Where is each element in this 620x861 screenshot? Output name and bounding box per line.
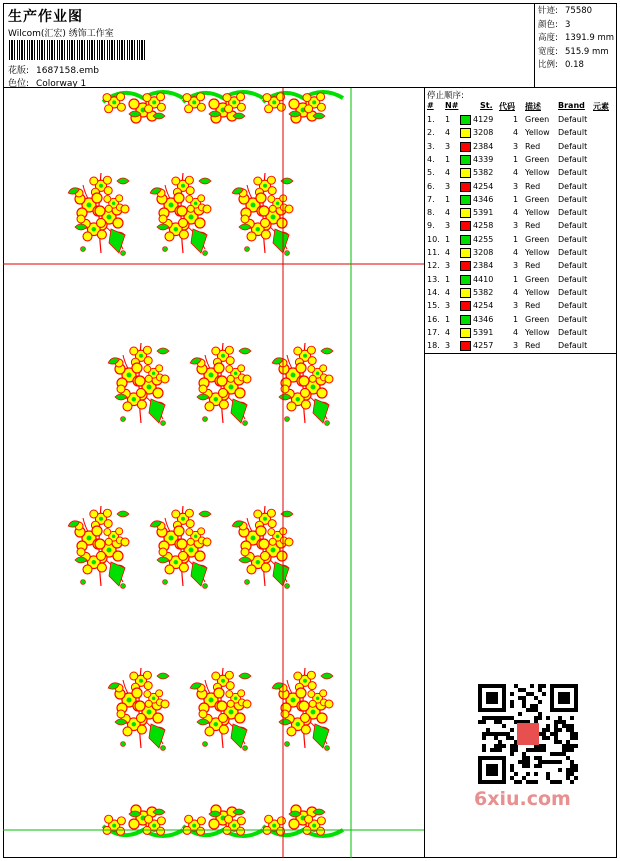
sequence-st: 4 [513, 327, 519, 337]
sequence-header [425, 101, 615, 113]
thread-color-swatch [460, 275, 471, 285]
sequence-code: 4254 [473, 181, 494, 191]
sequence-idx: 4. [427, 154, 435, 164]
sequence-row [425, 234, 615, 247]
thread-color-swatch [460, 115, 471, 125]
sequence-n: 4 [445, 287, 451, 297]
sequence-brand: Default [558, 327, 588, 337]
sequence-idx: 14. [427, 287, 440, 297]
sequence-n: 3 [445, 261, 451, 271]
sequence-code: 3208 [473, 128, 494, 138]
sequence-desc: Yellow [525, 208, 550, 218]
sequence-row [425, 287, 615, 300]
sequence-code: 4346 [473, 314, 494, 324]
thread-color-swatch [460, 261, 471, 271]
sequence-brand: Default [558, 115, 588, 124]
sequence-code: 4339 [473, 154, 494, 164]
sequence-code: 5382 [473, 168, 494, 178]
sequence-idx: 7. [427, 194, 435, 204]
thread-color-swatch [460, 128, 471, 138]
width-value: 515.9 mm [565, 46, 609, 57]
sequence-code: 4346 [473, 194, 494, 204]
design-value: 1687158.emb [36, 66, 99, 76]
company-name: Wilcom(汇宏) 绣饰工作室 [8, 29, 114, 39]
sequence-row [425, 247, 615, 260]
sequence-n: 1 [445, 154, 451, 164]
sequence-row [425, 127, 615, 140]
embroidery-preview [3, 88, 425, 858]
sequence-idx: 5. [427, 168, 435, 178]
sequence-idx: 10. [427, 234, 440, 244]
sequence-st: 4 [513, 208, 519, 218]
barcode [9, 40, 145, 60]
sequence-idx: 15. [427, 301, 440, 311]
scale-value: 0.18 [565, 60, 584, 70]
sequence-n: 1 [445, 314, 451, 324]
sequence-desc: Green [525, 234, 550, 244]
sequence-desc: Yellow [525, 168, 550, 178]
seal-stamp [517, 723, 539, 745]
sequence-row [425, 167, 615, 180]
sequence-desc: Yellow [525, 128, 550, 138]
sequence-desc: Red [525, 181, 541, 191]
sequence-n: 3 [445, 341, 451, 351]
sequence-desc: Green [525, 274, 550, 284]
scale-row: 比例: 0.18 [538, 60, 584, 70]
sequence-row [425, 220, 615, 233]
sequence-row [425, 274, 615, 287]
sequence-n: 1 [445, 194, 451, 204]
colorway-value: Colorway 1 [36, 79, 87, 89]
thread-color-swatch [460, 182, 471, 192]
sequence-n: 1 [445, 115, 451, 124]
sequence-idx: 12. [427, 261, 440, 271]
height-value: 1391.9 mm [565, 33, 615, 43]
sequence-brand: Default [558, 261, 588, 271]
sequence-idx: 9. [427, 221, 435, 231]
sequence-desc: Green [525, 194, 550, 204]
sequence-brand: Default [558, 221, 588, 231]
sequence-brand: Default [558, 128, 588, 138]
sequence-desc: Red [525, 141, 541, 151]
sequence-brand: Default [558, 274, 588, 284]
sequence-desc: Green [525, 115, 550, 124]
sequence-st: 1 [513, 274, 519, 284]
top-border-motif [103, 92, 343, 123]
page-title: 生产作业图 [8, 9, 83, 25]
sequence-idx: 18. [427, 341, 440, 351]
sequence-desc: Red [525, 221, 541, 231]
sequence-code: 4257 [473, 341, 494, 351]
sequence-desc: Green [525, 314, 550, 324]
header-panel [3, 3, 535, 88]
flower-motifs [67, 173, 333, 751]
stop-sequence-title: 停止顺序: [427, 91, 464, 101]
stitches-row: 针迹: 75580 [538, 6, 593, 16]
col-description: 描述 [525, 102, 541, 111]
sequence-code: 4410 [473, 274, 494, 284]
sequence-n: 3 [445, 301, 451, 311]
sequence-st: 4 [513, 128, 519, 138]
sequence-code: 5391 [473, 327, 494, 337]
sequence-st: 4 [513, 248, 519, 257]
thread-color-swatch [460, 288, 471, 298]
sequence-desc: Yellow [525, 287, 550, 297]
sequence-code: 4254 [473, 301, 494, 311]
sequence-brand: Default [558, 301, 588, 311]
sequence-idx: 6. [427, 181, 435, 191]
sequence-row [425, 207, 615, 220]
colors-value: 3 [565, 19, 571, 30]
sequence-brand: Default [558, 287, 588, 297]
thread-color-swatch [460, 155, 471, 165]
sequence-desc: Red [525, 261, 541, 271]
sequence-row [425, 141, 615, 154]
watermark-text: 6xiu.com [474, 788, 571, 810]
design-label: 花版: [8, 66, 30, 76]
sequence-brand: Default [558, 168, 588, 178]
sequence-desc: Red [525, 341, 541, 351]
sequence-brand: Default [558, 341, 588, 351]
sequence-idx: 3. [427, 141, 435, 151]
sequence-row [425, 114, 615, 127]
height-row: 高度: 1391.9 mm [538, 33, 615, 43]
thread-color-swatch [460, 221, 471, 231]
sequence-st: 3 [513, 341, 519, 351]
sequence-n: 4 [445, 168, 451, 178]
sequence-code: 2384 [473, 141, 494, 151]
thread-color-swatch [460, 248, 471, 258]
col-code: 代码 [499, 102, 515, 111]
col-element: 元素 [593, 102, 609, 111]
stitches-value: 75580 [565, 6, 593, 16]
design-file-row [8, 63, 99, 76]
col-needle: N# [445, 101, 459, 110]
sequence-st: 3 [513, 261, 519, 271]
sequence-code: 4129 [473, 115, 494, 124]
sequence-brand: Default [558, 234, 588, 244]
sequence-idx: 1. [427, 115, 435, 124]
bottom-border-motif [103, 805, 343, 836]
sequence-st: 3 [513, 181, 519, 191]
thread-color-swatch [460, 315, 471, 325]
sequence-row [425, 340, 615, 353]
thread-color-swatch [460, 195, 471, 205]
sequence-row [425, 181, 615, 194]
sequence-row [425, 154, 615, 167]
sequence-row [425, 300, 615, 313]
width-row: 宽度: 515.9 mm [538, 46, 609, 57]
sequence-n: 4 [445, 327, 451, 337]
col-stops: St. [480, 101, 493, 110]
sequence-st: 1 [513, 234, 519, 244]
sequence-n: 3 [445, 221, 451, 231]
sequence-st: 1 [513, 115, 519, 124]
thread-color-swatch [460, 142, 471, 152]
sequence-brand: Default [558, 248, 588, 257]
sequence-n: 3 [445, 181, 451, 191]
embroidery-drawing [3, 88, 425, 858]
sequence-brand: Default [558, 141, 588, 151]
thread-color-swatch [460, 235, 471, 245]
sequence-n: 3 [445, 141, 451, 151]
sequence-desc: Red [525, 301, 541, 311]
sequence-st: 3 [513, 141, 519, 151]
sequence-st: 4 [513, 168, 519, 178]
sequence-n: 4 [445, 208, 451, 218]
sequence-code: 2384 [473, 261, 494, 271]
sequence-code: 5391 [473, 208, 494, 218]
thread-color-swatch [460, 168, 471, 178]
sequence-brand: Default [558, 181, 588, 191]
sequence-st: 3 [513, 221, 519, 231]
stats-panel [535, 3, 617, 88]
watermark-logo [470, 680, 588, 812]
sequence-row [425, 314, 615, 327]
sequence-idx: 2. [427, 128, 435, 138]
stats-list [538, 5, 614, 73]
sequence-code: 5382 [473, 287, 494, 297]
sequence-row [425, 194, 615, 207]
sequence-code: 3208 [473, 248, 494, 257]
thread-color-swatch [460, 328, 471, 338]
thread-color-swatch [460, 301, 471, 311]
sequence-st: 1 [513, 314, 519, 324]
sequence-row [425, 260, 615, 273]
colors-row: 颜色: 3 [538, 19, 571, 30]
sequence-n: 4 [445, 248, 451, 257]
sequence-idx: 17. [427, 327, 440, 337]
sequence-desc: Yellow [525, 248, 550, 257]
sequence-n: 4 [445, 128, 451, 138]
sequence-brand: Default [558, 208, 588, 218]
sequence-code: 4255 [473, 234, 494, 244]
sequence-st: 1 [513, 154, 519, 164]
sequence-idx: 13. [427, 274, 440, 284]
sequence-brand: Default [558, 314, 588, 324]
sequence-code: 4258 [473, 221, 494, 231]
sequence-st: 3 [513, 301, 519, 311]
sequence-row [425, 327, 615, 340]
thread-color-swatch [460, 208, 471, 218]
sequence-n: 1 [445, 234, 451, 244]
stop-sequence-panel [425, 88, 617, 354]
sequence-idx: 8. [427, 208, 435, 218]
sequence-brand: Default [558, 194, 588, 204]
sequence-desc: Green [525, 154, 550, 164]
sequence-idx: 16. [427, 314, 440, 324]
sequence-n: 1 [445, 274, 451, 284]
sequence-brand: Default [558, 154, 588, 164]
thread-color-swatch [460, 341, 471, 351]
col-brand: Brand [558, 101, 585, 110]
sequence-st: 1 [513, 194, 519, 204]
col-index: # [427, 101, 434, 110]
sequence-st: 4 [513, 287, 519, 297]
colorway-label: 色位: [8, 79, 30, 89]
sequence-desc: Yellow [525, 327, 550, 337]
sequence-idx: 11. [427, 248, 440, 257]
